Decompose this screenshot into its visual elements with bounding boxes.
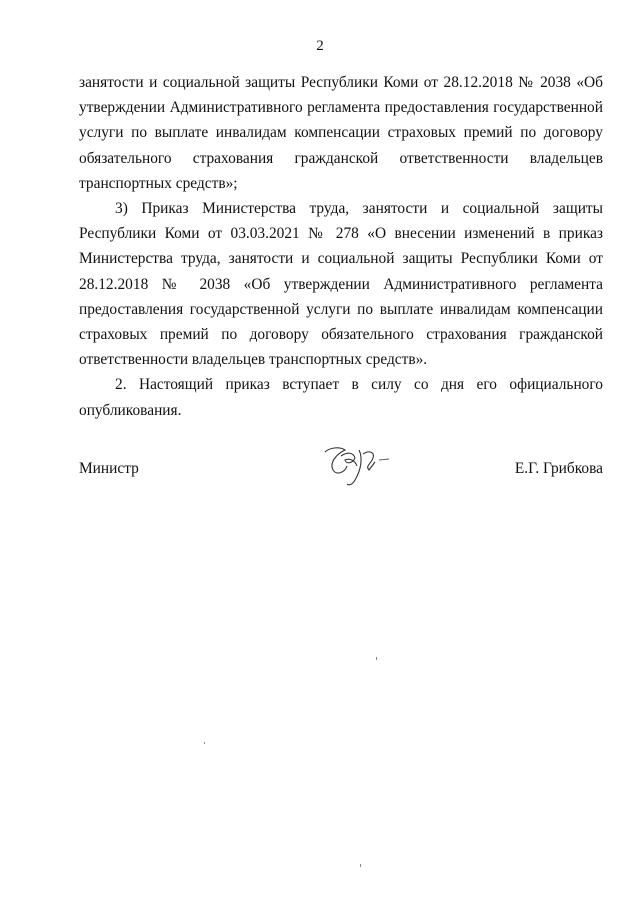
paragraph-effective-date: 2. Настоящий приказ вступает в силу со дня его официального опубликования. (79, 376, 603, 419)
scan-speck (360, 864, 361, 867)
signer-title: Министр (79, 460, 139, 477)
scan-speck (204, 742, 205, 744)
document-body (79, 70, 603, 423)
handwritten-signature-icon (319, 440, 399, 490)
scan-speck (376, 657, 377, 660)
signature-block (79, 440, 603, 500)
paragraph-continuation: занятости и социальной защиты Республики Коми от 28.12.2018 № 2038 «Об утверждении Административного регламента предоставления государственной услуги по выплате инвалидам компенсации страховых премий по договору обязательного страхования гражданской ответственности владельцев транспортных средств»; (79, 74, 603, 192)
page-number: 2 (316, 38, 324, 54)
signer-name: Е.Г. Грибкова (514, 460, 603, 477)
paragraph-item-3: 3) Приказ Министерства труда, занятости и социальной защиты Республики Коми от 03.03.2021 № 278 «О внесении изменений в приказ Министерства труда, занятости и социальной защиты Республики Коми от 28.12.2018 № 2038 «Об утверждении Административного регламента предоставления государственной услуги по выплате инвалидам компенсации страховых премий по договору обязательного страхования гражданской ответственности владельцев транспортных средств». (79, 200, 603, 369)
